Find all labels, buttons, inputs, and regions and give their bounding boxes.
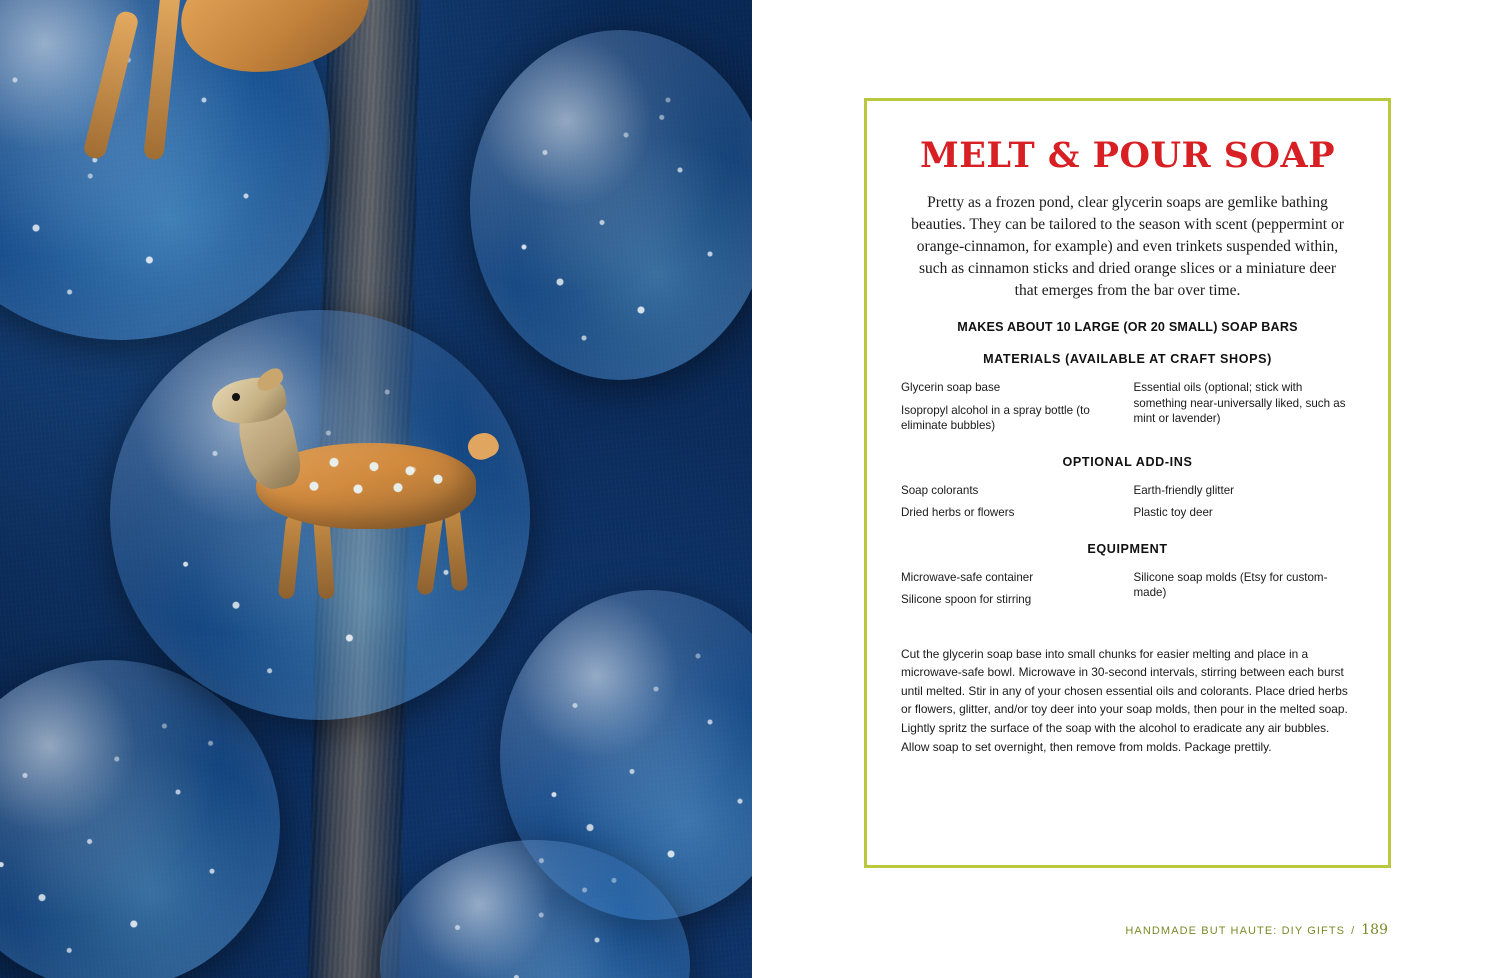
footer-separator: / [1351, 925, 1356, 937]
equipment-column-right [1128, 570, 1355, 615]
intro-paragraph: Pretty as a frozen pond, clear glycerin soaps are gemlike bathing beauties. They can be tailored to the season with scent (peppermint or orange-cinnamon, for example) and even trinkets suspended within, such as cinnamon sticks and dried orange slices or a miniature deer that emerges from the bar over time. [911, 194, 1344, 299]
page-footer [1125, 922, 1388, 938]
list-item: Silicone soap molds (Etsy for custom-made) [1133, 570, 1328, 600]
list-item: Plastic toy deer [1133, 506, 1213, 520]
page-number: 189 [1361, 922, 1388, 938]
list-item: Essential oils (optional; stick with something near-universally liked, such as mint or lavender) [1133, 381, 1346, 426]
list-item: Soap colorants [901, 483, 979, 497]
addins-heading: OPTIONAL ADD-INS [1062, 454, 1193, 469]
soap-bar-hero [110, 310, 530, 720]
addins-column-left [901, 483, 1128, 528]
text-page [752, 0, 1500, 978]
addins-list [901, 483, 1354, 528]
equipment-column-left [901, 570, 1128, 615]
list-item: Isopropyl alcohol in a spray bottle (to eliminate bubbles) [901, 403, 1090, 433]
page-title: MELT & POUR SOAP [919, 135, 1336, 176]
materials-heading: MATERIALS (AVAILABLE AT CRAFT SHOPS) [983, 352, 1272, 366]
yield-line: MAKES ABOUT 10 LARGE (OR 20 SMALL) SOAP BARS [957, 320, 1298, 334]
list-item: Microwave-safe container [901, 570, 1034, 584]
equipment-list [901, 570, 1354, 615]
footer-chapter-label: HANDMADE BUT HAUTE: DIY GIFTS [1125, 925, 1346, 937]
soap-bar [470, 30, 752, 380]
addins-column-right [1128, 483, 1355, 528]
recipe-content [867, 101, 1388, 756]
materials-column-left [901, 380, 1128, 441]
equipment-heading: EQUIPMENT [1087, 541, 1168, 556]
list-item: Glycerin soap base [901, 381, 1001, 394]
list-item: Earth-friendly glitter [1133, 483, 1235, 497]
materials-list [901, 380, 1354, 441]
list-item: Dried herbs or flowers [901, 506, 1015, 520]
list-item: Silicone spoon for stirring [901, 593, 1032, 607]
recipe-frame [864, 98, 1391, 868]
instructions-paragraph: Cut the glycerin soap base into small chunks for easier melting and place in a microwave-safe bowl. Microwave in 30-second intervals, stirring between each burst until melted. Stir in any of your chosen essential oils and colorants. Place dried herbs or flowers, glitter, and/or toy deer into your soap molds, then pour in the melted soap. Lightly spritz the surface of the soap with the alcohol to eradicate any air bubbles. Allow soap to set overnight, then remove from molds. Package prettily. [901, 646, 1348, 754]
materials-column-right [1128, 380, 1355, 441]
